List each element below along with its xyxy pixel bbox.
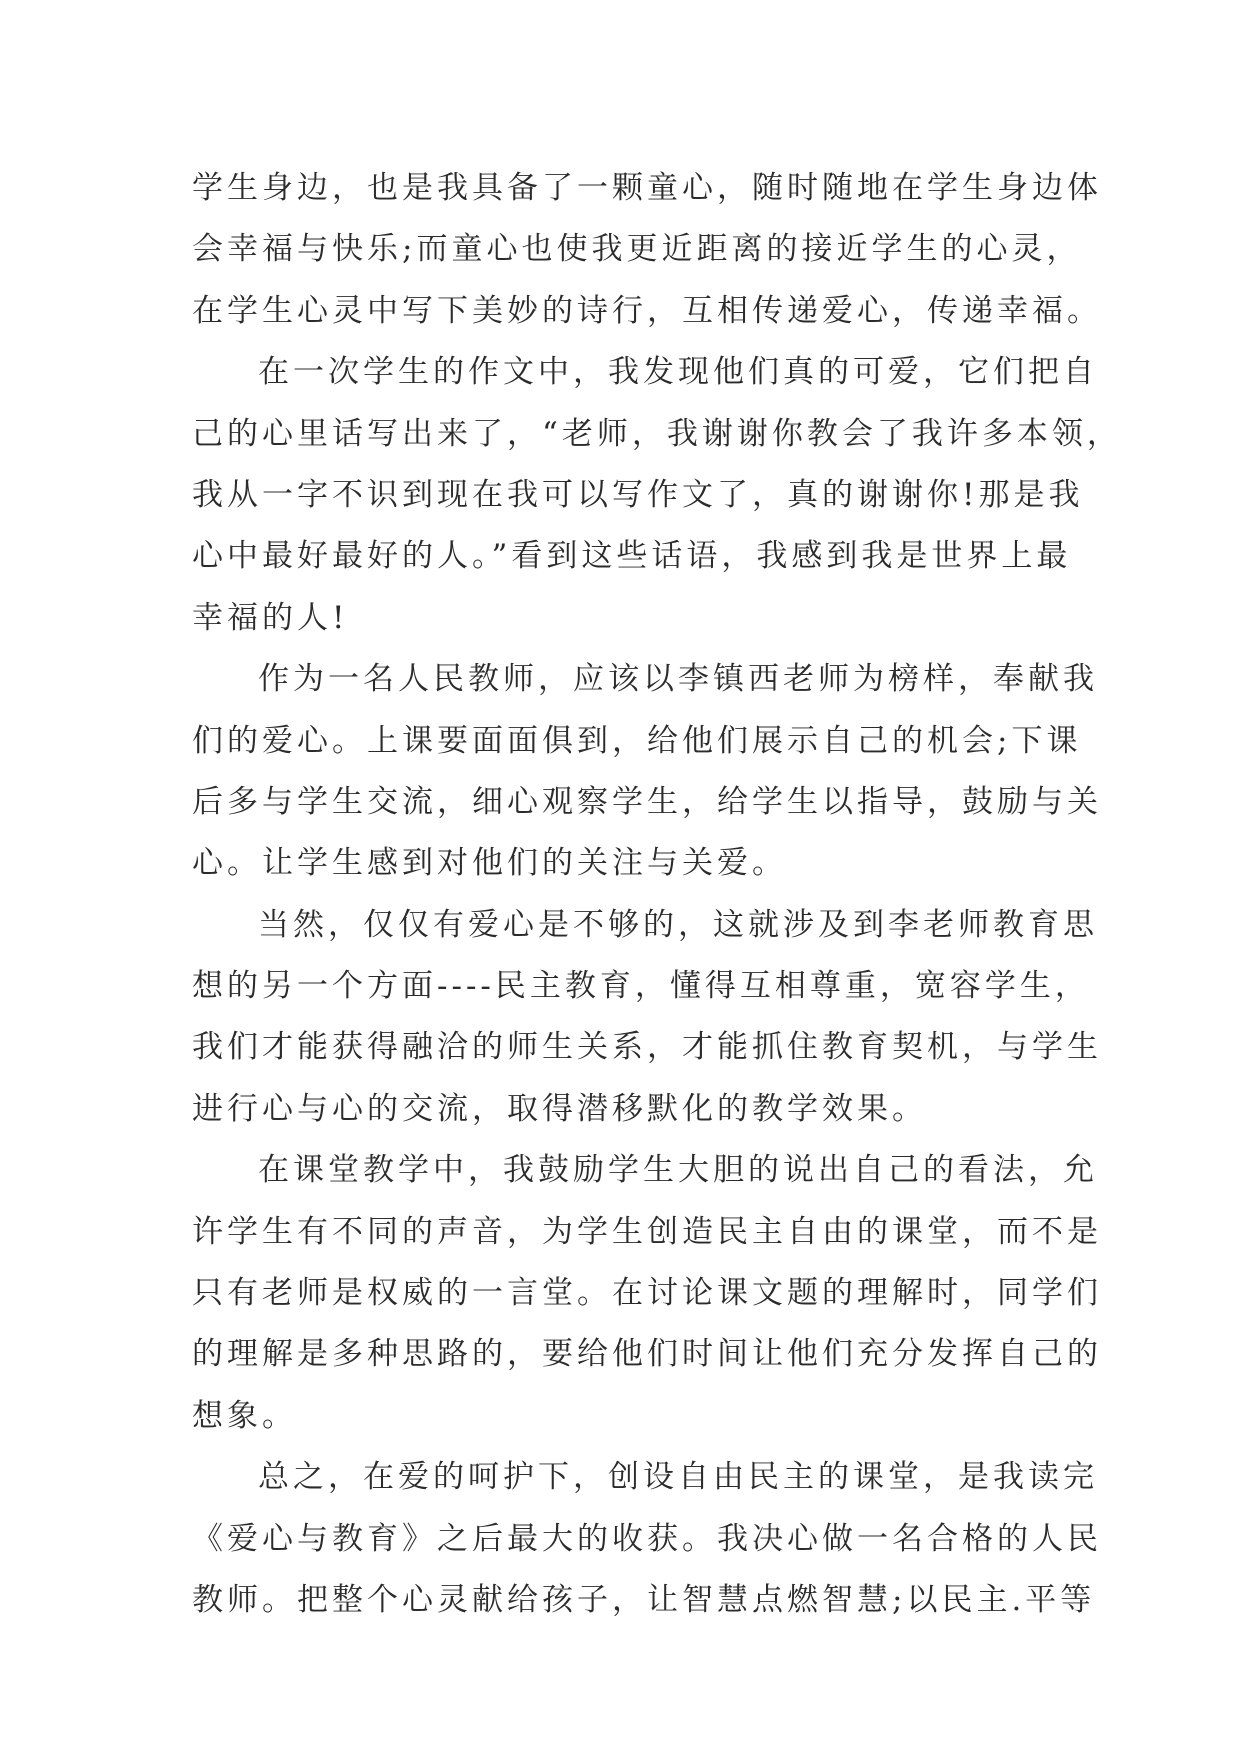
document-body [192,158,1122,1631]
text-line: 我们才能获得融洽的师生关系，才能抓住教育契机，与学生 [192,1029,1102,1066]
text-line: 在一次学生的作文中，我发现他们真的可爱，它们把自 [258,354,1098,391]
text-line: 只有老师是权威的一言堂。在讨论课文题的理解时，同学们 [192,1275,1102,1312]
paragraph-1 [192,158,1102,342]
paragraph-3 [192,649,1102,895]
text-line: 们的爱心。上课要面面俱到，给他们展示自己的机会;下课 [192,722,1082,759]
text-line: 学生身边，也是我具备了一颗童心，随时随地在学生身边体 [192,170,1102,206]
text-line: 教师。把整个心灵献给孩子，让智慧点燃智慧;以民主.平等 [192,1581,1096,1618]
text-line: 进行心与心的交流，取得潜移默化的教学效果。 [192,1090,927,1127]
text-line: 心中最好最好的人。”看到这些话语，我感到我是世界上最 [192,538,1072,575]
text-line: 我从一字不识到现在我可以写作文了，真的谢谢你!那是我 [192,476,1084,513]
text-line: 心。让学生感到对他们的关注与关爱。 [192,845,787,882]
text-line: 的理解是多种思路的，要给他们时间让他们充分发挥自己的 [192,1336,1102,1373]
text-line: 当然，仅仅有爱心是不够的，这就涉及到李老师教育思 [258,906,1098,943]
text-line: 许学生有不同的声音，为学生创造民主自由的课堂，而不是 [192,1213,1102,1250]
paragraph-6 [192,1447,1102,1631]
text-line: 总之，在爱的呵护下，创设自由民主的课堂，是我读完 [258,1459,1098,1496]
paragraph-2 [192,342,1122,649]
text-line: 作为一名人民教师，应该以李镇西老师为榜样，奉献我 [258,661,1098,698]
text-line: 幸福的人! [192,599,349,636]
paragraph-5 [192,1140,1102,1447]
paragraph-4 [192,895,1102,1141]
text-line: 想的另一个方面----民主教育，懂得互相尊重，宽容学生， [192,968,1090,1005]
text-line: 在课堂教学中，我鼓励学生大胆的说出自己的看法，允 [258,1152,1098,1189]
text-line: 己的心里话写出来了，“老师，我谢谢你教会了我许多本领， [192,415,1122,452]
text-line: 在学生心灵中写下美妙的诗行，互相传递爱心，传递幸福。 [192,292,1102,329]
text-line: 想象。 [192,1397,297,1434]
text-line: 《爱心与教育》之后最大的收获。我决心做一名合格的人民 [192,1520,1102,1557]
text-line: 后多与学生交流，细心观察学生，给学生以指导，鼓励与关 [192,783,1102,820]
text-line: 会幸福与快乐;而童心也使我更近距离的接近学生的心灵， [192,231,1082,268]
